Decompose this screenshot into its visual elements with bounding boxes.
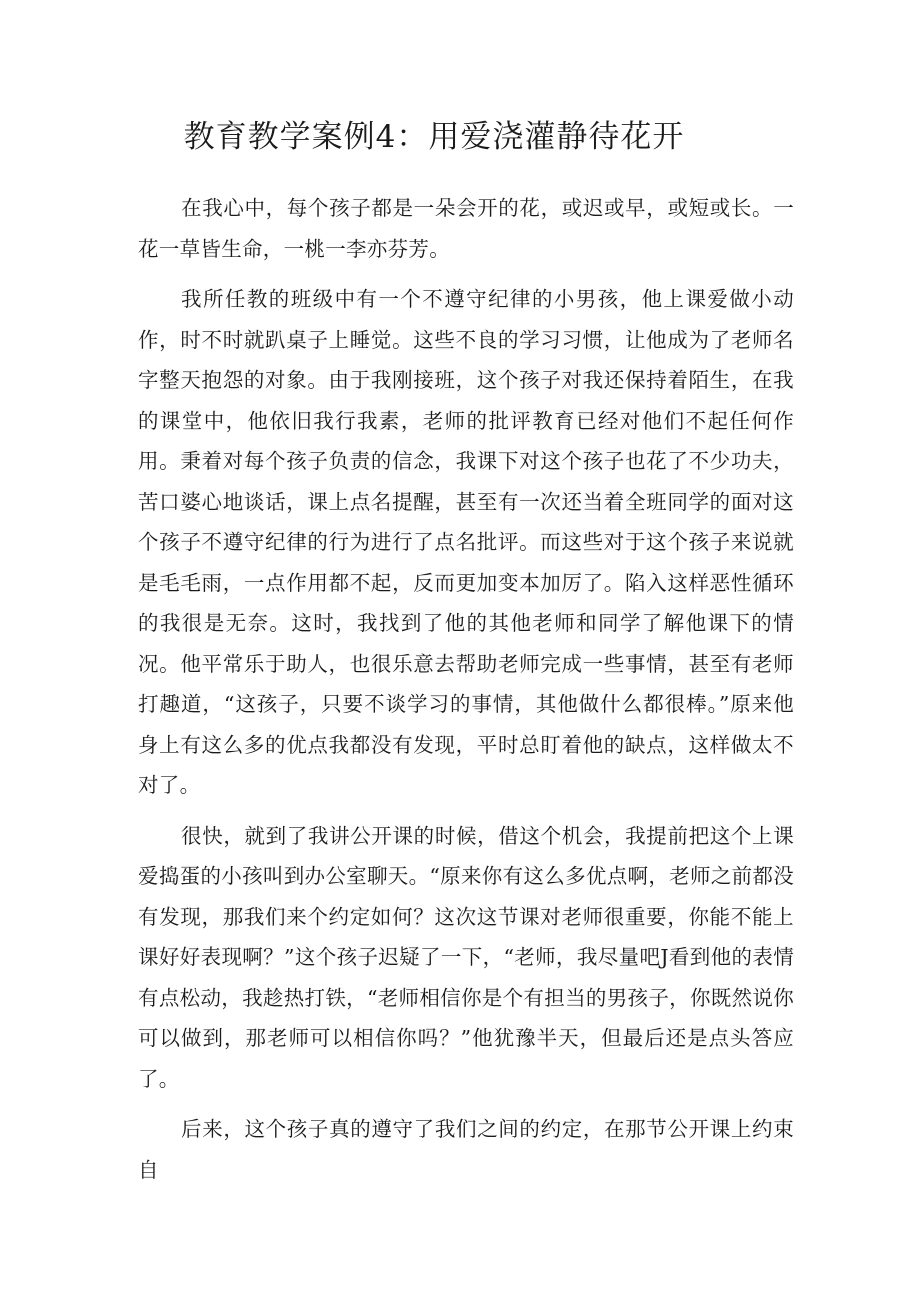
paragraph-open-class: 很快，就到了我讲公开课的时候，借这个机会，我提前把这个上课爱捣蛋的小孩叫到办公室聊天。“原来你有这么多优点啊，老师之前都没有发现，那我们来个约定如何？这次这节课对老师很重要，你能不能上课好好表现啊？”这个孩子迟疑了一下，“老师，我尽量吧J看到他的表情有点松动，我趁热打铁，“老师相信你是个有担当的男孩子，你既然说你可以做到，那老师可以相信你吗？”他犹豫半天，但最后还是点头答应了。	[138, 823, 794, 1091]
document-title: 教育教学案例4：用爱浇灌静待花开	[183, 119, 685, 155]
document-body	[138, 188, 794, 1200]
paragraph-background: 我所任教的班级中有一个不遵守纪律的小男孩，他上课爱做小动作，时不时就趴桌子上睡觉。这些不良的学习习惯，让他成为了老师名字整天抱怨的对象。由于我刚接班，这个孩子对我还保持着陌生，在我的课堂中，他依旧我行我素，老师的批评教育已经对他们不起任何作用。秉着对每个孩子负责的信念，我课下对这个孩子也花了不少功夫，苦口婆心地谈话，课上点名提醒，甚至有一次还当着全班同学的面对这个孩子不遵守纪律的行为进行了点名批评。而这些对于这个孩子来说就是毛毛雨，一点作用都不起，反而更加变本加厉了。陷入这样恶性循环的我很是无奈。这时，我找到了他的其他老师和同学了解他课下的情况。他平常乐于助人，也很乐意去帮助老师完成一些事情，甚至有老师打趣道，“这孩子，只要不谈学习的事情，其他做什么都很棒。”原来他身上有这么多的优点我都没有发现，平时总盯着他的缺点，这样做太不对了。	[138, 287, 794, 797]
paragraph-outcome: 后来，这个孩子真的遵守了我们之间的约定，在那节公开课上约束自	[138, 1117, 794, 1182]
paragraph-intro: 在我心中，每个孩子都是一朵会开的花，或迟或早，或短或长。一花一草皆生命，一桃一李亦芬芳。	[138, 196, 794, 261]
